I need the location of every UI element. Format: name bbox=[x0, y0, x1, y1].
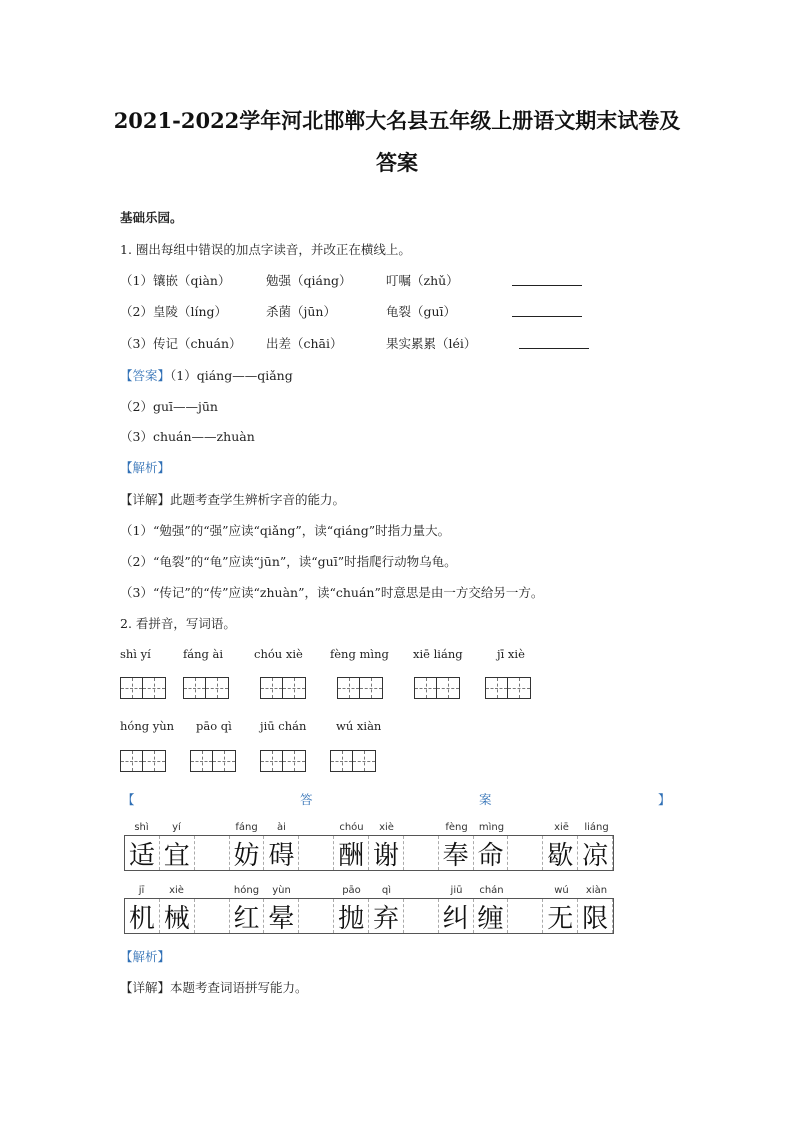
answer-pinyin: xiē bbox=[554, 822, 569, 833]
answer-word: 答 bbox=[300, 792, 313, 807]
q2-pinyin: pāo qì bbox=[196, 719, 232, 733]
answer-pinyin: jī bbox=[138, 885, 145, 896]
writing-grid[interactable] bbox=[260, 750, 306, 772]
answer-char-cell: 宜 bbox=[160, 836, 195, 870]
answer-pinyin: chán bbox=[479, 885, 504, 896]
answer-label: 【答案】 bbox=[120, 368, 171, 383]
q2-pinyin: wú xiàn bbox=[336, 719, 382, 733]
writing-grid[interactable] bbox=[183, 677, 229, 699]
answer-pinyin: pāo bbox=[342, 885, 361, 896]
answer-pinyin: chóu bbox=[339, 822, 364, 833]
detail-label: 【详解】 bbox=[120, 980, 171, 995]
q1-row1-item2: 勉强（qiáng） bbox=[266, 273, 352, 288]
answer-char-cell bbox=[404, 899, 439, 933]
section-heading: 基础乐园。 bbox=[120, 210, 183, 225]
q2-pinyin: xiē liáng bbox=[413, 647, 463, 661]
answer-char-cell: 凉 bbox=[578, 836, 613, 870]
page-title: 2021-2022学年河北邯郸大名县五年级上册语文期末试卷及 bbox=[113, 108, 681, 133]
q1-stem: 1. 圈出每组中错误的加点字读音，并改正在横线上。 bbox=[120, 242, 411, 257]
q2-pinyin: fáng ài bbox=[183, 647, 224, 661]
writing-grid[interactable] bbox=[337, 677, 383, 699]
q1-detail-3: （3）“传记”的“传”应读“zhuàn”，读“chuán”时意思是由一方交给另一方。 bbox=[120, 585, 544, 600]
answer-bracket-close: 】 bbox=[658, 792, 671, 807]
answer-char-cell: 适 bbox=[125, 836, 160, 870]
q2-stem: 2. 看拼音，写词语。 bbox=[120, 616, 236, 631]
answer-pinyin: shì bbox=[134, 822, 149, 833]
q2-pinyin: jī xiè bbox=[497, 647, 525, 661]
answer-pinyin: jiū bbox=[450, 885, 463, 896]
answer-pinyin: yùn bbox=[272, 885, 291, 896]
answer-word: 案 bbox=[479, 792, 492, 807]
answer-char-cell: 限 bbox=[578, 899, 613, 933]
answer-char-cell: 纠 bbox=[439, 899, 474, 933]
q1-row2-item2: 杀菌（jūn） bbox=[266, 304, 336, 319]
writing-grid[interactable] bbox=[190, 750, 236, 772]
writing-grid[interactable] bbox=[414, 677, 460, 699]
answer-char-cell bbox=[404, 836, 439, 870]
answer-char-cell: 无 bbox=[543, 899, 578, 933]
answer-pinyin: qì bbox=[381, 885, 392, 896]
q1-row3-item1: （3）传记（chuán） bbox=[120, 336, 242, 351]
writing-grid[interactable] bbox=[260, 677, 306, 699]
answer-pinyin: fèng bbox=[445, 822, 468, 833]
q1-detail bbox=[120, 490, 345, 508]
answer-char-cell: 缠 bbox=[474, 899, 509, 933]
writing-grid[interactable] bbox=[120, 750, 166, 772]
answer-pinyin: fáng bbox=[235, 822, 258, 833]
answer-pinyin: yí bbox=[172, 822, 181, 833]
answer-char-cell bbox=[195, 836, 230, 870]
answer-grid-row bbox=[124, 835, 614, 871]
answer-bracket-open: 【 bbox=[122, 792, 135, 807]
detail-intro: 此题考查学生辨析字音的能力。 bbox=[170, 492, 346, 507]
answer-pinyin: xiàn bbox=[585, 885, 608, 896]
answer-char-cell: 弃 bbox=[369, 899, 404, 933]
q1-row3-blank[interactable] bbox=[519, 347, 589, 349]
answer-pinyin: xiè bbox=[379, 822, 394, 833]
answer-char-cell: 抛 bbox=[334, 899, 369, 933]
q1-row2-item3: 龟裂（guī） bbox=[386, 304, 457, 319]
answer-pinyin: ài bbox=[277, 822, 286, 833]
q1-row1-blank[interactable] bbox=[512, 284, 582, 286]
answer-char-cell: 酬 bbox=[334, 836, 369, 870]
q2-pinyin: shì yí bbox=[120, 647, 151, 661]
q1-row3-item3: 果实累累（léi） bbox=[386, 336, 477, 351]
q2-pinyin: chóu xiè bbox=[254, 647, 303, 661]
answer-char-cell: 奉 bbox=[439, 836, 474, 870]
detail-text: 本题考查词语拼写能力。 bbox=[170, 980, 308, 995]
q1-detail-2: （2）“龟裂”的“龟”应读“jūn”，读“guī”时指爬行动物乌龟。 bbox=[120, 554, 457, 569]
answer-text: （1）qiáng——qiǎng bbox=[170, 368, 293, 383]
writing-grid[interactable] bbox=[120, 677, 166, 699]
answer-pinyin: mìng bbox=[478, 822, 505, 833]
q1-detail-1: （1）“勉强”的“强”应读“qiǎng”，读“qiáng”时指力量大。 bbox=[120, 523, 451, 538]
answer-char-cell: 碍 bbox=[264, 836, 299, 870]
q2-pinyin: fèng mìng bbox=[330, 647, 389, 661]
q1-row1-item1: （1）镶嵌（qiàn） bbox=[120, 273, 231, 288]
answer-char-cell: 械 bbox=[160, 899, 195, 933]
writing-grid[interactable] bbox=[485, 677, 531, 699]
answer-char-cell: 红 bbox=[230, 899, 265, 933]
answer-char-cell bbox=[508, 836, 543, 870]
answer-char-cell: 谢 bbox=[369, 836, 404, 870]
answer-char-cell: 晕 bbox=[264, 899, 299, 933]
page-title-line2: 答案 bbox=[376, 150, 418, 175]
answer-char-cell: 机 bbox=[125, 899, 160, 933]
answer-pinyin: xiè bbox=[169, 885, 184, 896]
q2-pinyin: hóng yùn bbox=[120, 719, 175, 733]
q2-detail bbox=[120, 978, 308, 996]
answer-char-cell: 命 bbox=[474, 836, 509, 870]
q1-row3-item2: 出差（chāi） bbox=[266, 336, 343, 351]
detail-label: 【详解】 bbox=[120, 492, 171, 507]
writing-grid[interactable] bbox=[330, 750, 376, 772]
answer-char-cell bbox=[508, 899, 543, 933]
answer-pinyin: liáng bbox=[584, 822, 609, 833]
q1-row2-item1: （2）皇陵（líng） bbox=[120, 304, 228, 319]
q1-answer-2: （2）guī——jūn bbox=[120, 399, 218, 414]
answer-grid-row bbox=[124, 898, 614, 934]
answer-pinyin: wú bbox=[554, 885, 569, 896]
q1-answer-3: （3）chuán——zhuàn bbox=[120, 429, 255, 444]
q2-analysis-label: 【解析】 bbox=[120, 949, 171, 964]
q1-row2-blank[interactable] bbox=[512, 315, 582, 317]
q1-row1-item3: 叮嘱（zhǔ） bbox=[386, 273, 459, 288]
q2-pinyin: jiū chán bbox=[260, 719, 307, 733]
q1-answer-1 bbox=[120, 366, 293, 384]
answer-char-cell bbox=[299, 899, 334, 933]
answer-char-cell bbox=[195, 899, 230, 933]
answer-pinyin: hóng bbox=[233, 885, 260, 896]
answer-char-cell: 妨 bbox=[230, 836, 265, 870]
q1-analysis-label: 【解析】 bbox=[120, 460, 171, 475]
answer-char-cell bbox=[299, 836, 334, 870]
answer-char-cell: 歇 bbox=[543, 836, 578, 870]
